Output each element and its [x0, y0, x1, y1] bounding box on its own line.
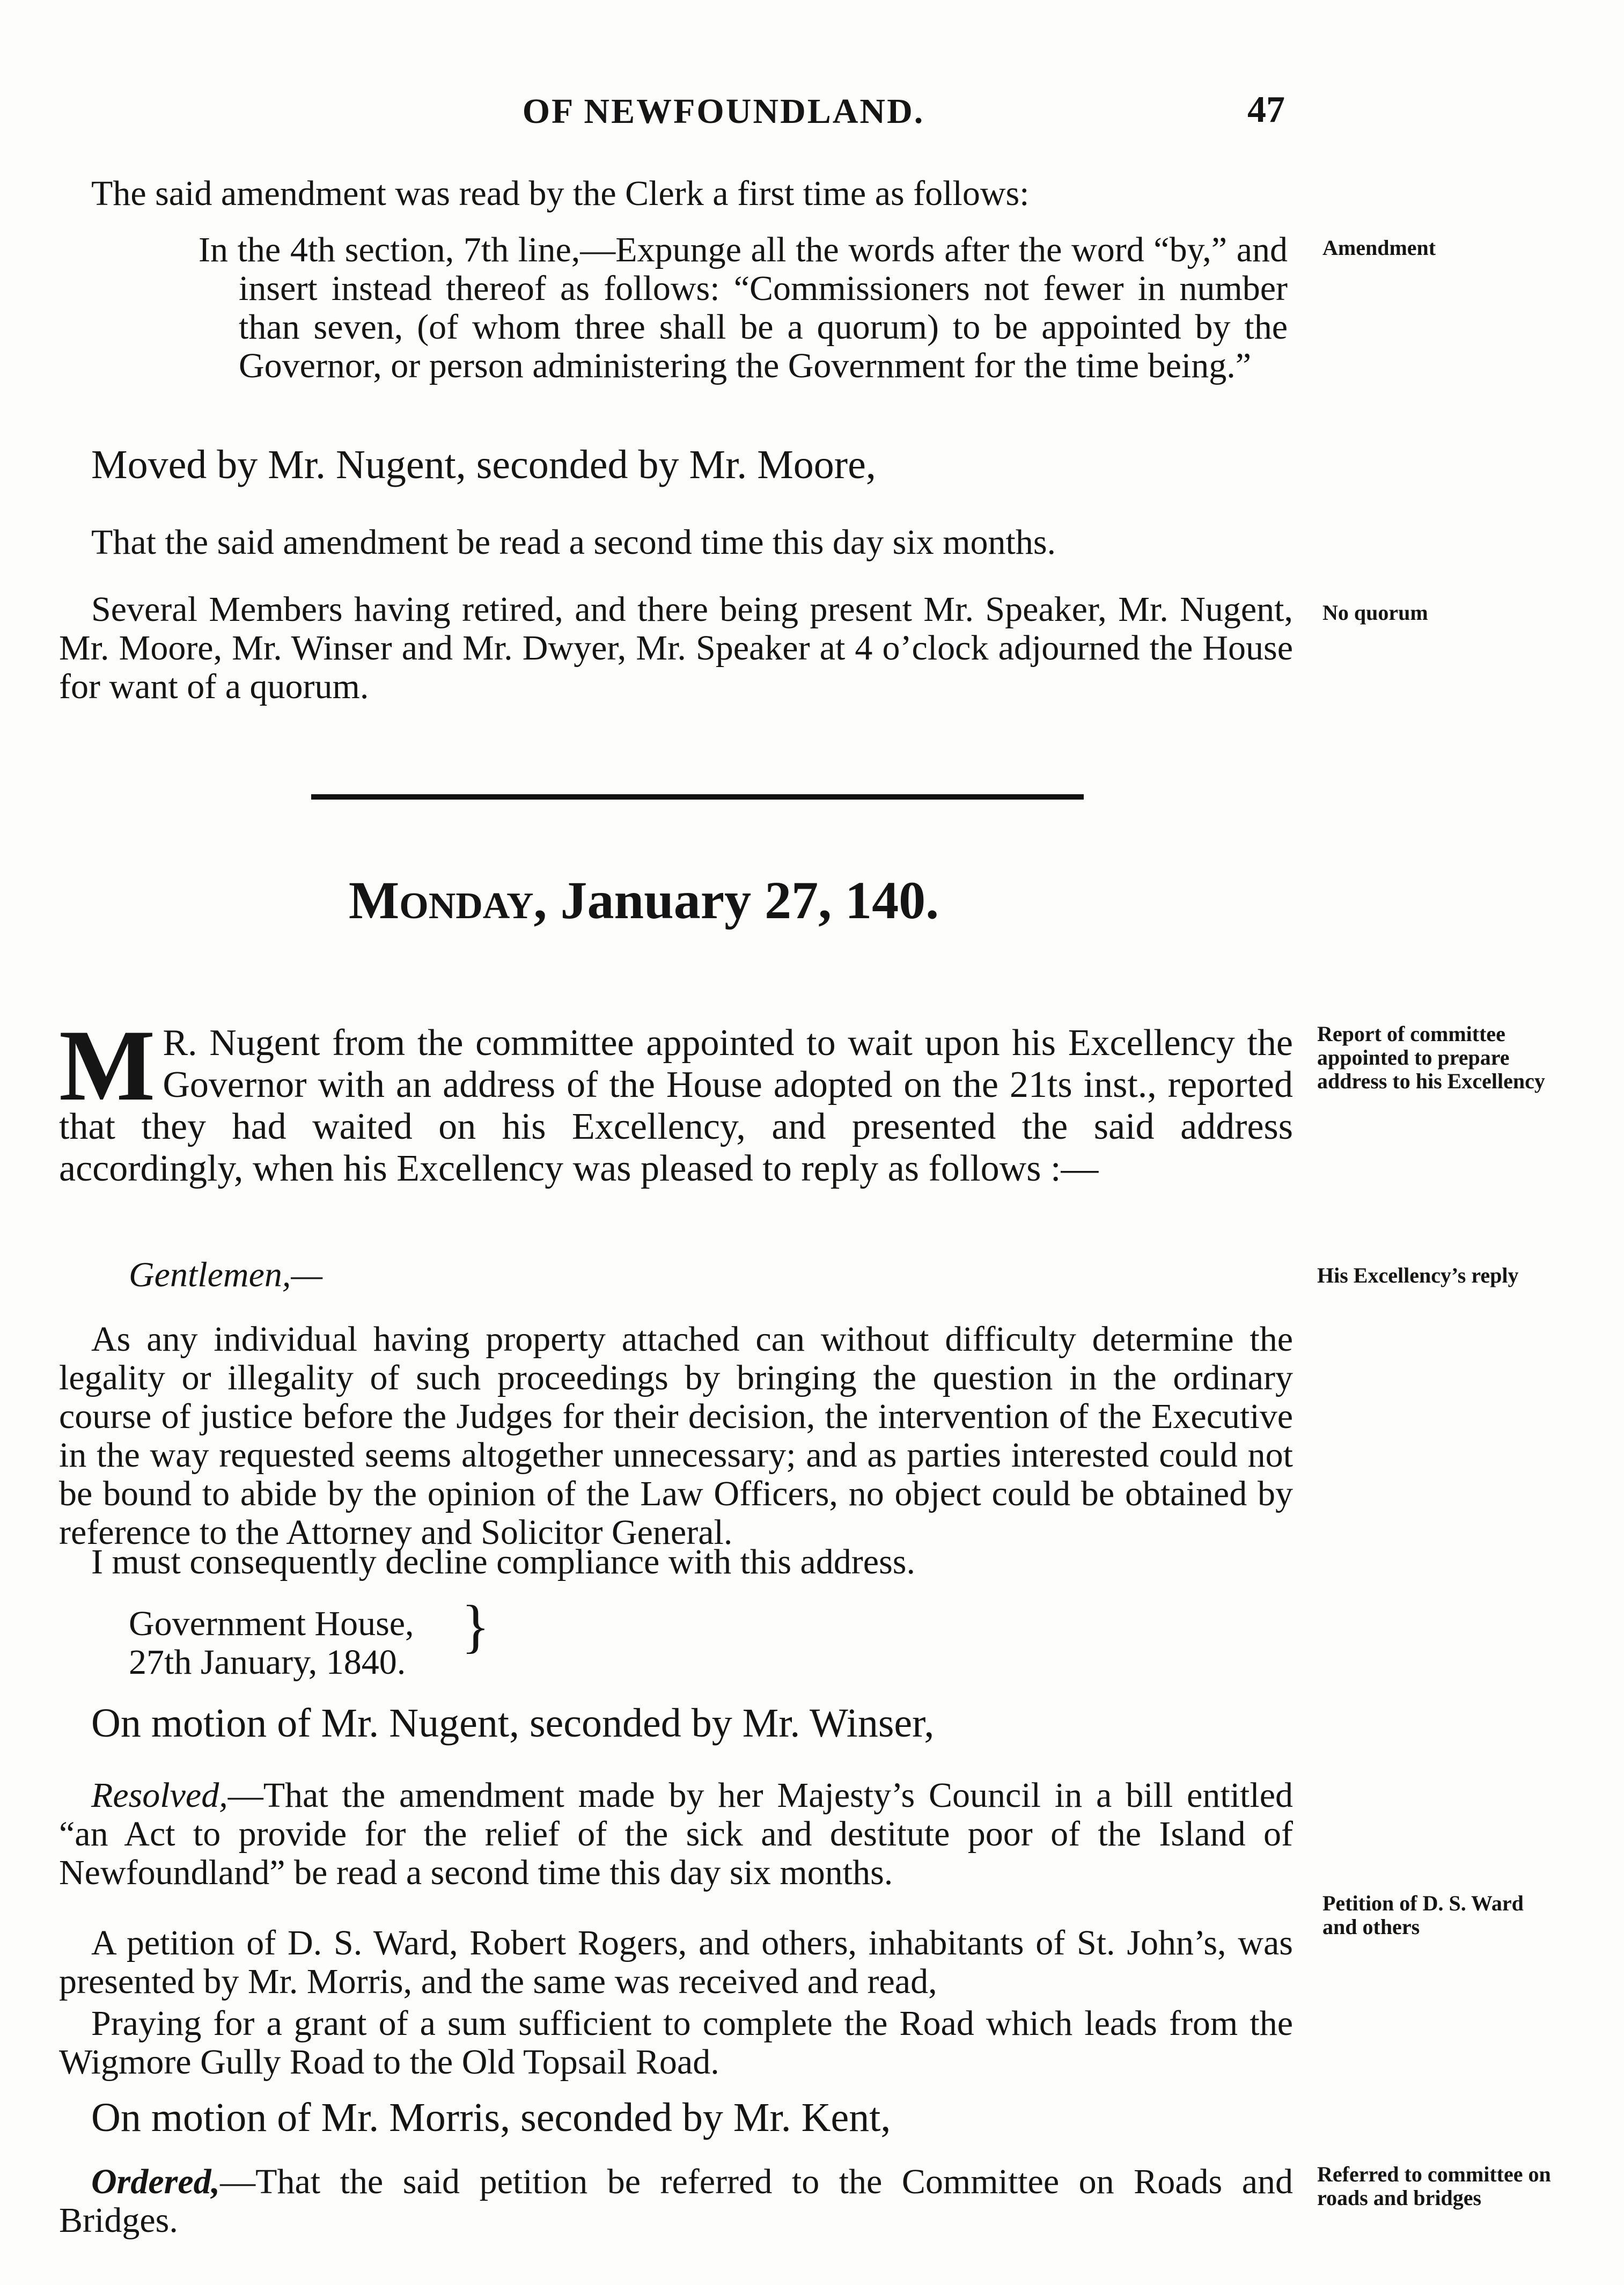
date-day: Monday,: [348, 870, 547, 930]
petition-paragraph: A petition of D. S. Ward, Robert Rogers, and others, inhabitants of St. John’s, was presented by Mr. Morris, and the same was received and read,: [59, 1923, 1293, 2001]
signature-date: 27th January, 1840.: [129, 1643, 406, 1682]
section-divider: [311, 794, 1084, 800]
report-text: R. Nugent from the committee appointed to wait upon his Excellency the Governor with an address of the House adopted on the 21ts inst., reported that they had waited on his Excellency, and presented the said address accordingly, when his Excellency was pleased to reply as follows :—: [59, 1022, 1293, 1189]
praying-paragraph: Praying for a grant of a sum sufficient to complete the Road which leads from the Wigmore Gully Road to the Old Topsail Road.: [59, 2004, 1293, 2082]
running-header: OF NEWFOUNDLAND.: [522, 92, 925, 131]
amendment-intro: The said amendment was read by the Clerk a first time as follows:: [91, 174, 1030, 213]
signature-place: Government House,: [129, 1604, 414, 1643]
margin-note-referred: Referred to committee on roads and bridges: [1317, 2162, 1551, 2210]
motion-kent: On motion of Mr. Morris, seconded by Mr. Kent,: [91, 2095, 891, 2140]
resolved-label: Resolved,: [91, 1776, 228, 1815]
margin-note-petition: Petition of D. S. Ward and others: [1322, 1891, 1524, 1939]
no-quorum-text: Several Members having retired, and there being present Mr. Speaker, Mr. Nugent, Mr. Moore, Mr. Winser and Mr. Dwyer, Mr. Speaker at 4 o’clock adjourned the House for want of a quorum.: [59, 590, 1293, 706]
salutation: Gentlemen,—: [129, 1255, 323, 1294]
date-value: January 27, 140.: [560, 870, 939, 930]
motion-winser: On motion of Mr. Nugent, seconded by Mr. Winser,: [91, 1701, 935, 1746]
amendment-text: In the 4th section, 7th line,—Expunge all the words after the word “by,” and insert instead thereof as follows: “Commissioners not fewer in number than seven, (of whom three shall be a quorum) to be appointed by the Governor, or person administering the Government for the time being.”: [199, 230, 1288, 385]
moved-line: Moved by Mr. Nugent, seconded by Mr. Moore,: [91, 442, 876, 487]
decline-line: I must consequently decline compliance with this address.: [91, 1542, 915, 1581]
resolved-text: —That the amendment made by her Majesty’s Council in a bill entitled “an Act to provide for the relief of the sick and destitute poor of the Island of Newfoundland” be read a second time this day six months.: [59, 1776, 1293, 1892]
committee-report: [59, 1009, 1293, 1190]
margin-note-report: Report of committee appointed to prepare address to his Excellency: [1317, 1022, 1545, 1093]
ordered-text: —That the said petition be referred to the Committee on Roads and Bridges.: [59, 2162, 1293, 2240]
ordered-label: Ordered,: [91, 2162, 221, 2201]
signature-block: [129, 1605, 558, 1682]
brace: }: [461, 1593, 490, 1659]
margin-note-reply: His Excellency’s reply: [1317, 1263, 1519, 1287]
page-number: 47: [1247, 89, 1285, 130]
margin-note-amendment: Amendment: [1322, 236, 1436, 260]
motion-line: That the said amendment be read a second time this day six months.: [91, 523, 1056, 562]
date-heading: [0, 869, 1288, 931]
ordered-paragraph: [59, 2163, 1293, 2240]
dropcap: M: [59, 1009, 156, 1122]
excellency-reply: As any individual having property attached can without difficulty determine the legality or illegality of such proceedings by bringing the question in the ordinary course of justice before the Judges for their decision, the intervention of the Executive in the way requested seems altogether unnecessary; and as parties interested could not be bound to abide by the opinion of the Law Officers, no object could be obtained by reference to the Attorney and Solicitor General.: [59, 1320, 1293, 1552]
resolved-paragraph: [59, 1776, 1293, 1892]
margin-note-no-quorum: No quorum: [1322, 600, 1428, 625]
